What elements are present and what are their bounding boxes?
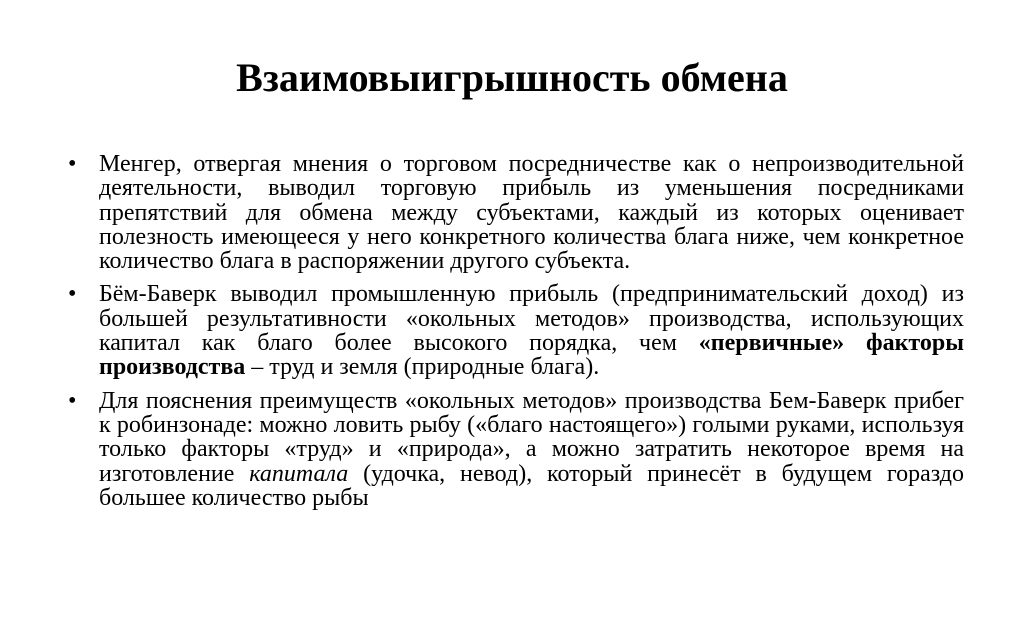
item-text-tail: (удочка, невод), который принесёт в будущем гораздо большее количество рыбы <box>99 460 964 511</box>
list-item <box>68 389 964 510</box>
slide-title: Взаимовыигрышность обмена <box>236 55 788 100</box>
bullet-icon: • <box>68 151 77 177</box>
list-item <box>68 282 964 379</box>
item-italic-word: капитала <box>249 460 349 487</box>
item-bold-phrase: «первичные» факторы производства <box>99 330 964 381</box>
bullet-list <box>68 152 964 519</box>
item-text: Менгер, отвергая мнения о торговом посредничестве как о непроизводительной деятельности, выводил торговую прибыль из уменьшения посредниками препятствий для обмена между субъектами, каждый из которых оценивает полезность имеющееся у него конкретного количества блага ниже, чем конкретное количество блага в распоряжении другого субъекта. <box>99 151 964 275</box>
bullet-icon: • <box>68 281 77 308</box>
item-text: Бём-Баверк выводил промышленную прибыль (предпринимательский доход) из большей результативности «окольных методов» производства, использующих капитал как благо более высокого порядка, чем <box>99 281 964 357</box>
item-text-tail: – труд и земля (природные блага). <box>245 354 600 381</box>
bullet-icon: • <box>68 387 77 414</box>
list-item <box>68 152 964 273</box>
item-text: Для пояснения преимуществ «окольных методов» производства Бем-Баверк прибег к робинзонаде: можно ловить рыбу («благо настоящего») голыми руками, используя только факторы «труд» и «природа», а можно затратить некоторое время на изготовление <box>99 387 964 487</box>
